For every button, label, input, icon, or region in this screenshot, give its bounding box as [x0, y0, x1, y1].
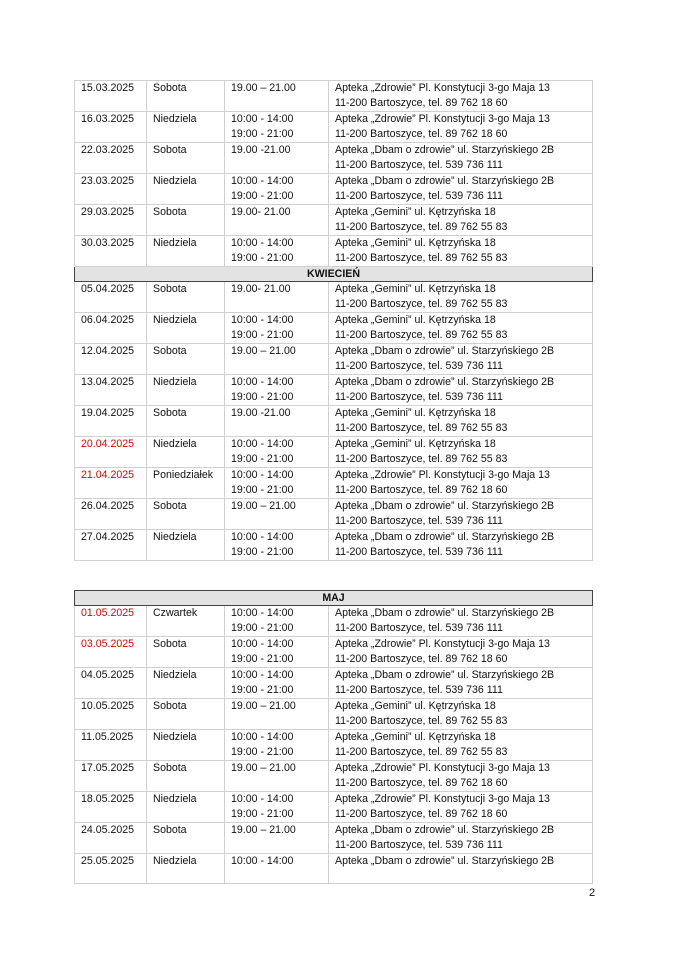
pharmacy-name-address: Apteka „Dbam o zdrowie” ul. Starzyńskiego 2B — [335, 669, 555, 681]
pharmacy-name-address: Apteka „Zdrowie” Pl. Konstytucji 3-go Maja 13 — [335, 762, 550, 774]
row-date: 17.05.2025 — [75, 761, 147, 792]
row-pharmacy — [329, 606, 593, 637]
row-weekday: Niedziela — [147, 236, 225, 267]
pharmacy-name-address: Apteka „Dbam o zdrowie” ul. Starzyńskiego 2B — [335, 500, 555, 512]
row-date: 29.03.2025 — [75, 205, 147, 236]
table-row — [75, 406, 593, 437]
table-row — [75, 205, 593, 236]
pharmacy-contact: 11-200 Bartoszyce, tel. 89 762 55 83 — [335, 221, 508, 233]
row-date: 06.04.2025 — [75, 313, 147, 344]
row-pharmacy — [329, 668, 593, 699]
row-date: 15.03.2025 — [75, 81, 147, 112]
row-date: 01.05.2025 — [75, 606, 147, 637]
table-row — [75, 313, 593, 344]
row-date: 26.04.2025 — [75, 499, 147, 530]
row-weekday: Czwartek — [147, 606, 225, 637]
row-weekday: Sobota — [147, 499, 225, 530]
pharmacy-name-address: Apteka „Gemini” ul. Kętrzyńska 18 — [335, 237, 496, 249]
row-pharmacy — [329, 437, 593, 468]
row-hours — [225, 375, 329, 406]
schedule-table-march-april — [74, 80, 593, 561]
row-pharmacy — [329, 761, 593, 792]
pharmacy-contact: 11-200 Bartoszyce, tel. 89 762 55 83 — [335, 252, 508, 264]
row-weekday: Sobota — [147, 143, 225, 174]
row-pharmacy — [329, 112, 593, 143]
table-row — [75, 699, 593, 730]
pharmacy-contact: 11-200 Bartoszyce, tel. 539 736 111 — [335, 622, 503, 634]
table-row — [75, 174, 593, 205]
row-weekday: Poniedziałek — [147, 468, 225, 499]
row-pharmacy — [329, 236, 593, 267]
row-hours — [225, 499, 329, 530]
month-title: KWIECIEŃ — [75, 267, 593, 282]
hours-line: 19:00 - 21:00 — [231, 546, 294, 558]
hours-line: 19:00 - 21:00 — [231, 622, 294, 634]
row-pharmacy — [329, 406, 593, 437]
row-weekday: Sobota — [147, 761, 225, 792]
pharmacy-contact: 11-200 Bartoszyce, tel. 539 736 111 — [335, 839, 503, 851]
hours-line: 10:00 - 14:00 — [231, 638, 294, 650]
pharmacy-contact: 11-200 Bartoszyce, tel. 89 762 55 83 — [335, 715, 508, 727]
row-hours — [225, 406, 329, 437]
row-hours — [225, 699, 329, 730]
pharmacy-name-address: Apteka „Dbam o zdrowie” ul. Starzyńskiego 2B — [335, 531, 555, 543]
row-pharmacy — [329, 375, 593, 406]
hours-line: 10:00 - 14:00 — [231, 175, 294, 187]
row-hours — [225, 81, 329, 112]
table-row — [75, 792, 593, 823]
row-weekday: Niedziela — [147, 792, 225, 823]
march-rows — [75, 81, 593, 267]
row-pharmacy — [329, 730, 593, 761]
pharmacy-name-address: Apteka „Gemini” ul. Kętrzyńska 18 — [335, 438, 496, 450]
pharmacy-contact: 11-200 Bartoszyce, tel. 539 736 111 — [335, 684, 503, 696]
pharmacy-name-address: Apteka „Zdrowie” Pl. Konstytucji 3-go Maja 13 — [335, 113, 550, 125]
row-hours — [225, 530, 329, 561]
row-date: 30.03.2025 — [75, 236, 147, 267]
pharmacy-name-address: Apteka „Dbam o zdrowie” ul. Starzyńskiego 2B — [335, 345, 555, 357]
pharmacy-name-address: Apteka „Gemini” ul. Kętrzyńska 18 — [335, 206, 496, 218]
row-pharmacy — [329, 81, 593, 112]
row-weekday: Niedziela — [147, 112, 225, 143]
hours-line: 10:00 - 14:00 — [231, 469, 294, 481]
row-hours — [225, 668, 329, 699]
table-row — [75, 823, 593, 854]
hours-line: 19:00 - 21:00 — [231, 190, 294, 202]
row-date: 23.03.2025 — [75, 174, 147, 205]
hours-line: 19:00 - 21:00 — [231, 453, 294, 465]
row-date: 11.05.2025 — [75, 730, 147, 761]
hours-line: 10:00 - 14:00 — [231, 376, 294, 388]
row-weekday: Sobota — [147, 637, 225, 668]
row-pharmacy — [329, 468, 593, 499]
april-rows — [75, 282, 593, 561]
hours-line: 19:00 - 21:00 — [231, 484, 294, 496]
row-pharmacy — [329, 282, 593, 313]
row-pharmacy — [329, 344, 593, 375]
row-weekday: Niedziela — [147, 668, 225, 699]
hours-line: 19.00 – 21.00 — [231, 500, 296, 512]
row-weekday: Niedziela — [147, 730, 225, 761]
pharmacy-contact: 11-200 Bartoszyce, tel. 539 736 111 — [335, 159, 503, 171]
row-hours — [225, 761, 329, 792]
row-weekday: Sobota — [147, 699, 225, 730]
row-weekday: Sobota — [147, 81, 225, 112]
row-date: 05.04.2025 — [75, 282, 147, 313]
table-row — [75, 143, 593, 174]
row-weekday: Niedziela — [147, 313, 225, 344]
hours-line: 19:00 - 21:00 — [231, 684, 294, 696]
row-hours — [225, 468, 329, 499]
row-date: 04.05.2025 — [75, 668, 147, 699]
hours-line: 19.00 – 21.00 — [231, 762, 296, 774]
row-date: 24.05.2025 — [75, 823, 147, 854]
row-date: 21.04.2025 — [75, 468, 147, 499]
hours-line: 10:00 - 14:00 — [231, 607, 294, 619]
pharmacy-contact: 11-200 Bartoszyce, tel. 89 762 18 60 — [335, 484, 508, 496]
hours-line: 10:00 - 14:00 — [231, 855, 294, 867]
pharmacy-name-address: Apteka „Zdrowie” Pl. Konstytucji 3-go Maja 13 — [335, 638, 550, 650]
row-hours — [225, 344, 329, 375]
row-date: 20.04.2025 — [75, 437, 147, 468]
hours-line: 19.00- 21.00 — [231, 283, 291, 295]
pharmacy-name-address: Apteka „Dbam o zdrowie” ul. Starzyńskiego 2B — [335, 855, 555, 867]
pharmacy-contact: 11-200 Bartoszyce, tel. 539 736 111 — [335, 391, 503, 403]
row-weekday: Niedziela — [147, 174, 225, 205]
row-date: 25.05.2025 — [75, 854, 147, 884]
row-date: 16.03.2025 — [75, 112, 147, 143]
pharmacy-name-address: Apteka „Zdrowie” Pl. Konstytucji 3-go Maja 13 — [335, 82, 550, 94]
row-hours — [225, 606, 329, 637]
month-header-may — [75, 591, 593, 606]
pharmacy-contact: 11-200 Bartoszyce, tel. 89 762 18 60 — [335, 97, 508, 109]
pharmacy-name-address: Apteka „Gemini” ul. Kętrzyńska 18 — [335, 700, 496, 712]
row-date: 10.05.2025 — [75, 699, 147, 730]
table-row — [75, 282, 593, 313]
row-date: 19.04.2025 — [75, 406, 147, 437]
schedule-table-may — [74, 590, 593, 884]
page-number: 2 — [589, 887, 596, 899]
pharmacy-contact: 11-200 Bartoszyce, tel. 89 762 55 83 — [335, 298, 508, 310]
hours-line: 10:00 - 14:00 — [231, 731, 294, 743]
row-weekday: Niedziela — [147, 530, 225, 561]
row-date: 27.04.2025 — [75, 530, 147, 561]
pharmacy-name-address: Apteka „Zdrowie” Pl. Konstytucji 3-go Maja 13 — [335, 793, 550, 805]
table-row — [75, 637, 593, 668]
row-hours — [225, 143, 329, 174]
table-row — [75, 606, 593, 637]
row-hours — [225, 174, 329, 205]
pharmacy-name-address: Apteka „Gemini” ul. Kętrzyńska 18 — [335, 314, 496, 326]
pharmacy-contact: 11-200 Bartoszyce, tel. 89 762 18 60 — [335, 777, 508, 789]
row-weekday: Niedziela — [147, 854, 225, 884]
pharmacy-name-address: Apteka „Dbam o zdrowie” ul. Starzyńskiego 2B — [335, 824, 555, 836]
hours-line: 10:00 - 14:00 — [231, 531, 294, 543]
table-row — [75, 730, 593, 761]
pharmacy-name-address: Apteka „Dbam o zdrowie” ul. Starzyńskiego 2B — [335, 607, 555, 619]
row-pharmacy — [329, 143, 593, 174]
pharmacy-contact: 11-200 Bartoszyce, tel. 539 736 111 — [335, 515, 503, 527]
row-hours — [225, 112, 329, 143]
hours-line: 10:00 - 14:00 — [231, 438, 294, 450]
row-hours — [225, 792, 329, 823]
table-row — [75, 112, 593, 143]
pharmacy-contact: 11-200 Bartoszyce, tel. 89 762 18 60 — [335, 128, 508, 140]
row-weekday: Niedziela — [147, 437, 225, 468]
row-hours — [225, 823, 329, 854]
row-date: 18.05.2025 — [75, 792, 147, 823]
row-date: 13.04.2025 — [75, 375, 147, 406]
hours-line: 10:00 - 14:00 — [231, 237, 294, 249]
hours-line: 19.00 -21.00 — [231, 407, 291, 419]
row-weekday: Sobota — [147, 406, 225, 437]
table-row — [75, 761, 593, 792]
pharmacy-contact: 11-200 Bartoszyce, tel. 539 736 111 — [335, 190, 503, 202]
row-hours — [225, 854, 329, 884]
hours-line: 19.00- 21.00 — [231, 206, 291, 218]
row-date: 03.05.2025 — [75, 637, 147, 668]
table-row — [75, 499, 593, 530]
row-hours — [225, 637, 329, 668]
row-weekday: Sobota — [147, 205, 225, 236]
row-pharmacy — [329, 823, 593, 854]
row-hours — [225, 236, 329, 267]
hours-line: 10:00 - 14:00 — [231, 113, 294, 125]
row-hours — [225, 730, 329, 761]
row-pharmacy — [329, 637, 593, 668]
row-weekday: Sobota — [147, 344, 225, 375]
hours-line: 19.00 -21.00 — [231, 144, 291, 156]
row-weekday: Niedziela — [147, 375, 225, 406]
hours-line: 10:00 - 14:00 — [231, 669, 294, 681]
hours-line: 19.00 – 21.00 — [231, 824, 296, 836]
table-row — [75, 468, 593, 499]
hours-line: 19:00 - 21:00 — [231, 252, 294, 264]
month-title: MAJ — [75, 591, 593, 606]
hours-line: 19:00 - 21:00 — [231, 808, 294, 820]
table-row — [75, 530, 593, 561]
table-row — [75, 375, 593, 406]
table-row — [75, 236, 593, 267]
pharmacy-contact: 11-200 Bartoszyce, tel. 89 762 55 83 — [335, 329, 508, 341]
pharmacy-name-address: Apteka „Gemini” ul. Kętrzyńska 18 — [335, 283, 496, 295]
pharmacy-name-address: Apteka „Gemini” ul. Kętrzyńska 18 — [335, 407, 496, 419]
hours-line: 19:00 - 21:00 — [231, 329, 294, 341]
hours-line: 19.00 – 21.00 — [231, 82, 296, 94]
hours-line: 19:00 - 21:00 — [231, 391, 294, 403]
row-weekday: Sobota — [147, 823, 225, 854]
table-row — [75, 668, 593, 699]
row-date: 12.04.2025 — [75, 344, 147, 375]
hours-line: 19:00 - 21:00 — [231, 746, 294, 758]
row-pharmacy — [329, 854, 593, 884]
hours-line: 10:00 - 14:00 — [231, 314, 294, 326]
pharmacy-contact: 11-200 Bartoszyce, tel. 89 762 55 83 — [335, 746, 508, 758]
pharmacy-name-address: Apteka „Dbam o zdrowie” ul. Starzyńskiego 2B — [335, 175, 555, 187]
row-pharmacy — [329, 699, 593, 730]
pharmacy-contact: 11-200 Bartoszyce, tel. 89 762 18 60 — [335, 808, 508, 820]
row-weekday: Sobota — [147, 282, 225, 313]
row-pharmacy — [329, 530, 593, 561]
row-hours — [225, 205, 329, 236]
row-date: 22.03.2025 — [75, 143, 147, 174]
row-pharmacy — [329, 313, 593, 344]
may-rows — [75, 606, 593, 884]
row-hours — [225, 282, 329, 313]
row-pharmacy — [329, 499, 593, 530]
pharmacy-contact: 11-200 Bartoszyce, tel. 539 736 111 — [335, 360, 503, 372]
pharmacy-name-address: Apteka „Dbam o zdrowie” ul. Starzyńskiego 2B — [335, 376, 555, 388]
pharmacy-contact: 11-200 Bartoszyce, tel. 89 762 18 60 — [335, 653, 508, 665]
pharmacy-contact: 11-200 Bartoszyce, tel. 89 762 55 83 — [335, 422, 508, 434]
hours-line: 19:00 - 21:00 — [231, 128, 294, 140]
table-row — [75, 344, 593, 375]
row-pharmacy — [329, 792, 593, 823]
hours-line: 10:00 - 14:00 — [231, 793, 294, 805]
table-row — [75, 437, 593, 468]
pharmacy-name-address: Apteka „Dbam o zdrowie” ul. Starzyńskiego 2B — [335, 144, 555, 156]
pharmacy-name-address: Apteka „Gemini” ul. Kętrzyńska 18 — [335, 731, 496, 743]
table-row — [75, 81, 593, 112]
row-hours — [225, 313, 329, 344]
pharmacy-name-address: Apteka „Zdrowie” Pl. Konstytucji 3-go Maja 13 — [335, 469, 550, 481]
row-hours — [225, 437, 329, 468]
pharmacy-contact: 11-200 Bartoszyce, tel. 539 736 111 — [335, 546, 503, 558]
row-pharmacy — [329, 205, 593, 236]
pharmacy-contact: 11-200 Bartoszyce, tel. 89 762 55 83 — [335, 453, 508, 465]
row-pharmacy — [329, 174, 593, 205]
hours-line: 19.00 – 21.00 — [231, 700, 296, 712]
hours-line: 19:00 - 21:00 — [231, 653, 294, 665]
hours-line: 19.00 – 21.00 — [231, 345, 296, 357]
month-header-april — [75, 267, 593, 282]
table-row — [75, 854, 593, 884]
